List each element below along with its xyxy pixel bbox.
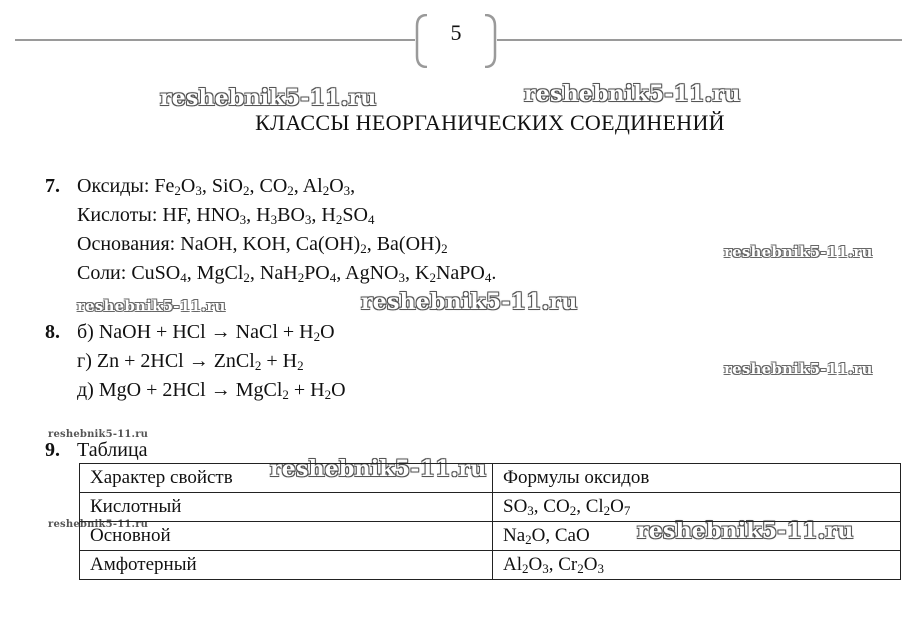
watermark: reshebnik5-11.ru bbox=[724, 243, 873, 261]
watermark: reshebnik5-11.ru bbox=[637, 518, 854, 544]
table-header-row bbox=[80, 464, 901, 493]
watermark: reshebnik5-11.ru bbox=[361, 289, 578, 315]
section-title: КЛАССЫ НЕОРГАНИЧЕСКИХ СОЕДИНЕНИЙ bbox=[255, 110, 725, 135]
table-row bbox=[80, 551, 901, 580]
character-cell: Основной bbox=[80, 522, 493, 551]
bases-label: Основания: bbox=[77, 233, 176, 255]
task-number: 9. bbox=[45, 439, 60, 461]
equation-label: б) bbox=[77, 321, 94, 343]
header-rule-left bbox=[15, 39, 415, 41]
watermark: reshebnik5-11.ru bbox=[160, 85, 377, 111]
formulas-cell: $Al_2O_3$, $Cr_2O_3$ bbox=[493, 551, 901, 580]
watermark: reshebnik5-11.ru bbox=[77, 297, 226, 315]
formulas-cell: $Na_2O$, CaO bbox=[493, 522, 901, 551]
task-number: 7. bbox=[45, 175, 60, 197]
formulas-cell: $SO_3$, $CO_2$, $Cl_2O_7$ bbox=[493, 493, 901, 522]
watermark: reshebnik5-11.ru bbox=[48, 519, 149, 530]
bases-line: Основания: NaOH, KOH, $Ca(OH)_2$, $Ba(OH)_2$ bbox=[77, 233, 448, 256]
table-title: Таблица bbox=[77, 439, 148, 461]
header-cell: Формулы оксидов bbox=[493, 464, 901, 493]
acids-label: Кислоты: bbox=[77, 204, 158, 226]
watermark: reshebnik5-11.ru bbox=[270, 456, 487, 482]
watermark: reshebnik5-11.ru bbox=[724, 360, 873, 378]
character-cell: Амфотерный bbox=[80, 551, 493, 580]
watermark: reshebnik5-11.ru bbox=[48, 429, 149, 440]
equation-d: д) MgO + 2HCl → MgCl$_2$ + $H_2O$ bbox=[77, 379, 346, 402]
task-number: 8. bbox=[45, 321, 60, 343]
page-number: 5 bbox=[450, 20, 462, 45]
watermark: reshebnik5-11.ru bbox=[524, 81, 741, 107]
header-cell: Характер свойств bbox=[80, 464, 493, 493]
table-row bbox=[80, 522, 901, 551]
character-cell: Кислотный bbox=[80, 493, 493, 522]
salts-label: Соли: bbox=[77, 262, 127, 284]
header-rule-right bbox=[497, 39, 902, 41]
salts-line: Соли: CuSO$_4$, MgCl$_2$, $NaH_2PO_4$, AgNO$_3$, $K_2NaPO_4$. bbox=[77, 262, 497, 285]
acids-line: Кислоты: HF, $HNO_3$, $H_3BO_3$, $H_2SO_4$ bbox=[77, 204, 375, 227]
equation-b: б) NaOH + HCl → NaCl + $H_2O$ bbox=[77, 321, 335, 344]
equation-label: д) bbox=[77, 379, 94, 401]
table-row bbox=[80, 493, 901, 522]
oxides-label: Оксиды: bbox=[77, 175, 150, 197]
oxides-line: Оксиды: $Fe_2O_3$, SiO$_2$, $CO_2$, $Al_2O_3$, bbox=[77, 175, 356, 198]
equation-g: г) Zn + 2HCl → ZnCl$_2$ + $H_2$ bbox=[77, 350, 304, 373]
equation-label: г) bbox=[77, 350, 92, 372]
oxides-table bbox=[79, 463, 901, 580]
